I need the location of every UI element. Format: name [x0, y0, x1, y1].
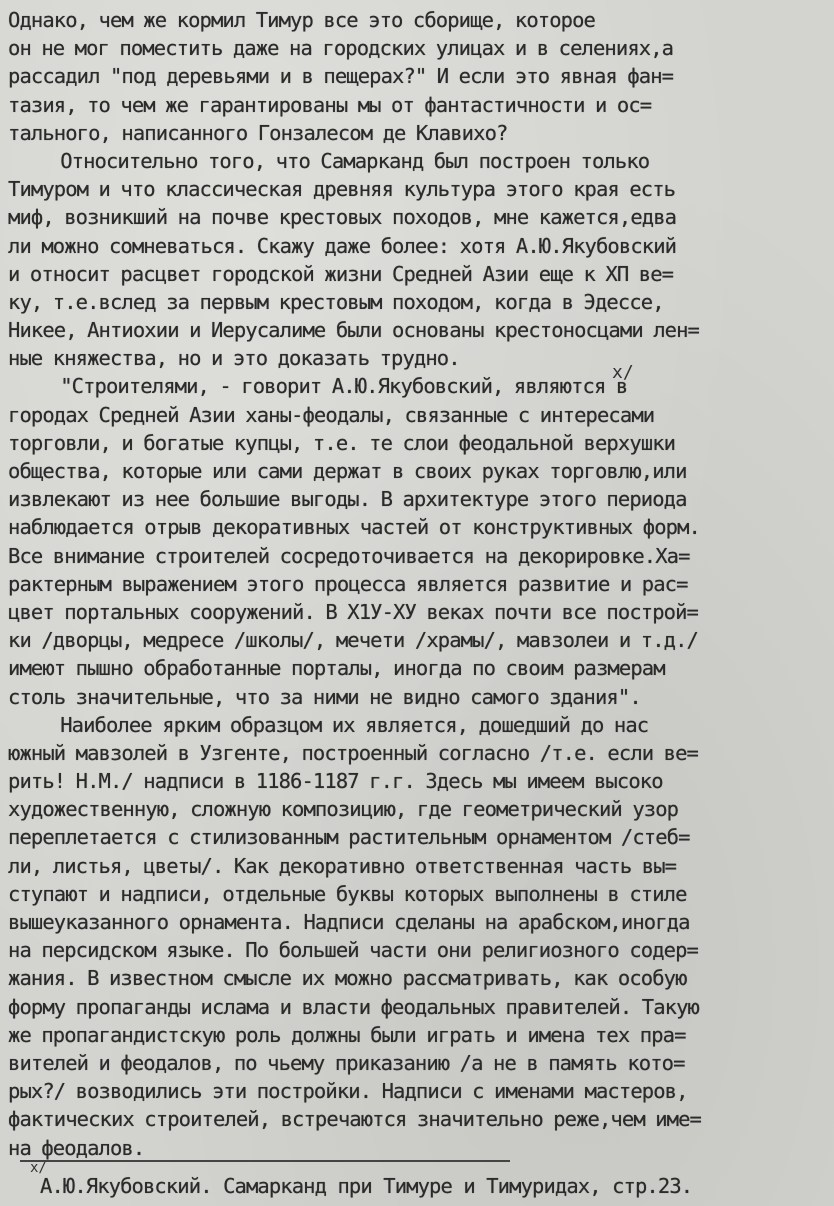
footnote-text: А.Ю.Якубовский. Самарканд при Тимуре и Тимуридах, стр.23.: [40, 1174, 693, 1198]
text-line: переплетается с стилизованным растительным орнаментом /стеб=: [8, 825, 690, 850]
text-line: вышеуказанного орнамента. Надписи сделаны на арабском,иногда: [8, 910, 690, 934]
text-line: Однако, чем же кормил Тимур все это сборище, которое: [8, 8, 595, 32]
text-line: вителей и феодалов, по чьему приказанию /а не в память кото=: [8, 1050, 685, 1075]
text-line: ные княжества, но и это доказать трудно.: [8, 346, 460, 371]
text-line: южный мавзолей в Узгенте, построенный согласно /т.е. если ве=: [8, 740, 698, 765]
text-line: фактических строителей, встречаются значительно реже,чем име=: [8, 1107, 701, 1132]
text-line: рить! Н.М./ надписи в 1186-1187 г.г. Здесь мы имеем высоко: [8, 769, 663, 794]
text-line: ли, листья, цветы/. Как декоративно ответственная часть вы=: [8, 853, 677, 878]
text-line: Наиболее ярким образцом их является, дошедший до нас: [8, 712, 649, 737]
text-line: тального, написанного Гонзалесом де Клавихо?: [8, 120, 508, 145]
text-line: и относит расцвет городской жизни Средней Азии еще к XП ве=: [8, 261, 674, 286]
text-line: имеют пышно обработанные порталы, иногда по своим размерам: [8, 656, 665, 681]
text-line: Никее, Антиохии и Иерусалиме были основаны крестоносцами лен=: [8, 318, 699, 343]
text-line: ступают и надписи, отдельные буквы которых выполнены в стиле: [8, 881, 687, 906]
text-line: жания. В известном смысле их можно рассматривать, как особую: [8, 966, 687, 991]
text-line: ли можно сомневаться. Скажу даже более: хотя А.Ю.Якубовский: [8, 233, 677, 258]
footnote-marker: x/: [30, 1160, 47, 1176]
text-line: "Строителями, - говорит А.Ю.Якубовский, являются в: [8, 374, 628, 399]
text-line: цвет портальных сооружений. В Х1У-ХУ веках почти все построй=: [8, 599, 698, 624]
text-line: Все внимание строителей сосредоточивается на декорировке.Ха=: [8, 543, 690, 568]
footnote-divider: [20, 1160, 510, 1162]
text-line: Тимуром и что классическая древняя культура этого края есть: [8, 177, 676, 202]
text-line: торговли, и богатые купцы, т.е. те слои феодальной верхушки: [8, 430, 676, 455]
text-line: рассадил "под деревьями и в пещерах?" И если это явная фан=: [8, 64, 674, 89]
text-line: художественную, сложную композицию, где геометрический узор: [8, 797, 679, 822]
body-text: [8, 6, 830, 1162]
text-line: на феодалов.: [8, 1135, 145, 1160]
footnote-marker-inline: x/: [612, 362, 634, 383]
text-line: городах Средней Азии ханы-феодалы, связанные с интересами: [8, 402, 655, 427]
text-line: наблюдается отрыв декоративных частей от конструктивных форм.: [8, 515, 700, 540]
text-line: на персидском языке. По большей части они религиозного содер=: [8, 938, 698, 963]
text-line: он не мог поместить даже на городских улицах и в селениях,а: [8, 36, 674, 61]
text-line: ки /дворцы, медресе /школы/, мечети /храмы/, мавзолеи и т.д./: [8, 628, 698, 653]
text-line: рактерным выражением этого процесса является развитие и рас=: [8, 571, 688, 596]
text-line: ку, т.е.вслед за первым крестовым походом, когда в Эдессе,: [8, 289, 664, 314]
text-line: столь значительные, что за ними не видно самого здания".: [8, 684, 641, 709]
text-line: миф, возникший на почве крестовых походов, мне кажется,едва: [8, 205, 677, 230]
text-line: общества, которые или сами держат в своих руках торговлю,или: [8, 459, 687, 483]
text-line: рых?/ возводились эти постройки. Надписи с именами мастеров,: [8, 1079, 688, 1104]
text-line: форму пропаганды ислама и власти феодальных правителей. Такую: [8, 994, 699, 1019]
text-line: тазия, то чем же гарантированы мы от фантастичности и ос=: [8, 92, 652, 117]
text-line: же пропагандистскую роль должны были играть и имена тех пра=: [8, 1022, 686, 1047]
text-line: Относительно того, что Самарканд был построен только: [8, 148, 650, 173]
text-line: извлекают из нее большие выгоды. В архитектуре этого периода: [8, 487, 687, 512]
